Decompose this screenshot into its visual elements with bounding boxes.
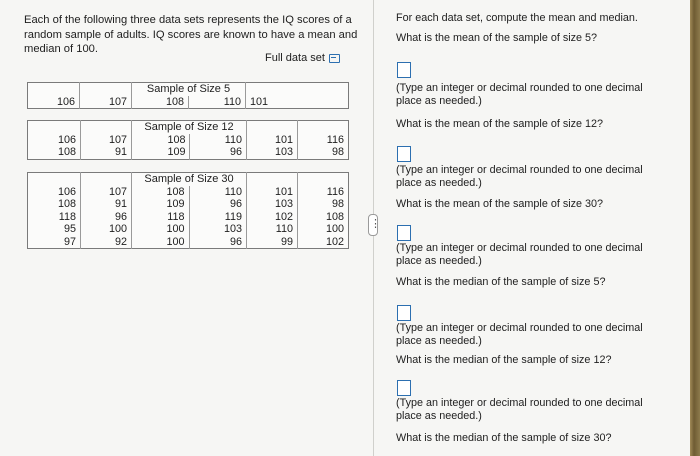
document-icon: [329, 54, 340, 63]
sample-12-table: [27, 120, 349, 160]
table-cell: 108: [132, 134, 190, 147]
table-cell: 96: [81, 211, 132, 224]
full-data-link[interactable]: [265, 52, 340, 64]
table-cell: 100: [132, 236, 190, 249]
question-mean-12: What is the mean of the sample of size 12?: [396, 118, 604, 130]
sample-30-table: [27, 172, 349, 249]
table-cell: 96: [189, 198, 247, 211]
table-cell: 100: [298, 223, 349, 236]
table-cell: 101: [247, 186, 298, 199]
sample-30-title: Sample of Size 30: [144, 173, 234, 186]
table-cell: 102: [247, 211, 298, 224]
problem-panel: [24, 13, 360, 57]
answer-input-median-12[interactable]: [397, 380, 411, 396]
table-cell: 98: [298, 198, 349, 211]
table-cell: 92: [81, 236, 132, 249]
table-cell: 99: [247, 236, 298, 249]
question-mean-30: What is the mean of the sample of size 30?: [396, 198, 604, 210]
table-cell: 107: [81, 134, 132, 147]
table-cell: 110: [190, 134, 247, 147]
table-cell: 106: [57, 133, 76, 146]
hint-text: (Type an integer or decimal rounded to one decimal place as needed.): [396, 164, 643, 189]
table-cell: 108: [298, 211, 349, 224]
table-cell: 106: [57, 185, 76, 198]
question-median-5: What is the median of the sample of size 5?: [396, 276, 606, 288]
table-cell: 108: [57, 198, 76, 211]
table-cell: 101: [247, 134, 298, 147]
table-cell: 116: [298, 134, 349, 147]
table-cell: 118: [132, 211, 190, 224]
table-cell: 98: [298, 146, 349, 159]
hint-text: (Type an integer or decimal rounded to one decimal place as needed.): [396, 397, 643, 422]
table-cell: 109: [132, 146, 190, 159]
table-cell: 91: [81, 198, 132, 211]
answer-input-median-5[interactable]: [397, 305, 411, 321]
question-mean-5: What is the mean of the sample of size 5?: [396, 32, 598, 44]
table-cell: 110: [189, 96, 246, 109]
table-cell: 97: [63, 235, 76, 248]
question-median-30: What is the median of the sample of size 30?: [396, 432, 612, 444]
table-cell: 103: [247, 198, 298, 211]
table-cell: 103: [189, 223, 247, 236]
hint-text: (Type an integer or decimal rounded to one decimal place as needed.): [396, 82, 643, 107]
table-cell: 102: [298, 236, 349, 249]
table-cell: 108: [57, 146, 76, 159]
photo-edge: [690, 0, 700, 456]
sample-5-title: Sample of Size 5: [146, 83, 231, 96]
problem-intro: Each of the following three data sets represents the IQ scores of a random sample of adults. IQ scores are known to have a mean and median of 100.: [24, 14, 358, 55]
table-cell: 106: [56, 95, 75, 108]
drag-handle-icon[interactable]: [368, 214, 378, 236]
table-cell: 116: [298, 186, 349, 199]
table-cell: 108: [132, 96, 189, 109]
table-cell: 91: [81, 146, 132, 159]
table-cell: 118: [58, 210, 76, 223]
table-cell: 107: [81, 186, 132, 199]
question-median-12: What is the median of the sample of size 12?: [396, 354, 612, 366]
answer-input-mean-30[interactable]: [397, 225, 411, 241]
table-cell: 119: [189, 211, 247, 224]
hint-text: (Type an integer or decimal rounded to one decimal place as needed.): [396, 322, 643, 347]
table-cell: 110: [247, 223, 298, 236]
table-cell: 107: [80, 96, 132, 109]
table-cell: 110: [189, 186, 247, 199]
table-cell: 100: [81, 223, 132, 236]
table-cell: 96: [189, 236, 247, 249]
answer-input-mean-5[interactable]: [397, 62, 411, 78]
sample-12-title: Sample of Size 12: [144, 121, 234, 134]
hint-text: (Type an integer or decimal rounded to one decimal place as needed.): [396, 242, 643, 267]
table-cell: 95: [63, 223, 76, 236]
table-cell: 100: [132, 223, 190, 236]
answer-input-mean-12[interactable]: [397, 146, 411, 162]
table-cell: 108: [132, 186, 190, 199]
sample-5-table: [27, 82, 349, 109]
full-data-label: Full data set: [265, 52, 325, 64]
table-cell: 109: [132, 198, 190, 211]
table-cell: 96: [190, 146, 247, 159]
instruction-text: For each data set, compute the mean and median.: [396, 12, 638, 24]
table-cell: 103: [247, 146, 298, 159]
table-cell: 101: [246, 96, 349, 109]
